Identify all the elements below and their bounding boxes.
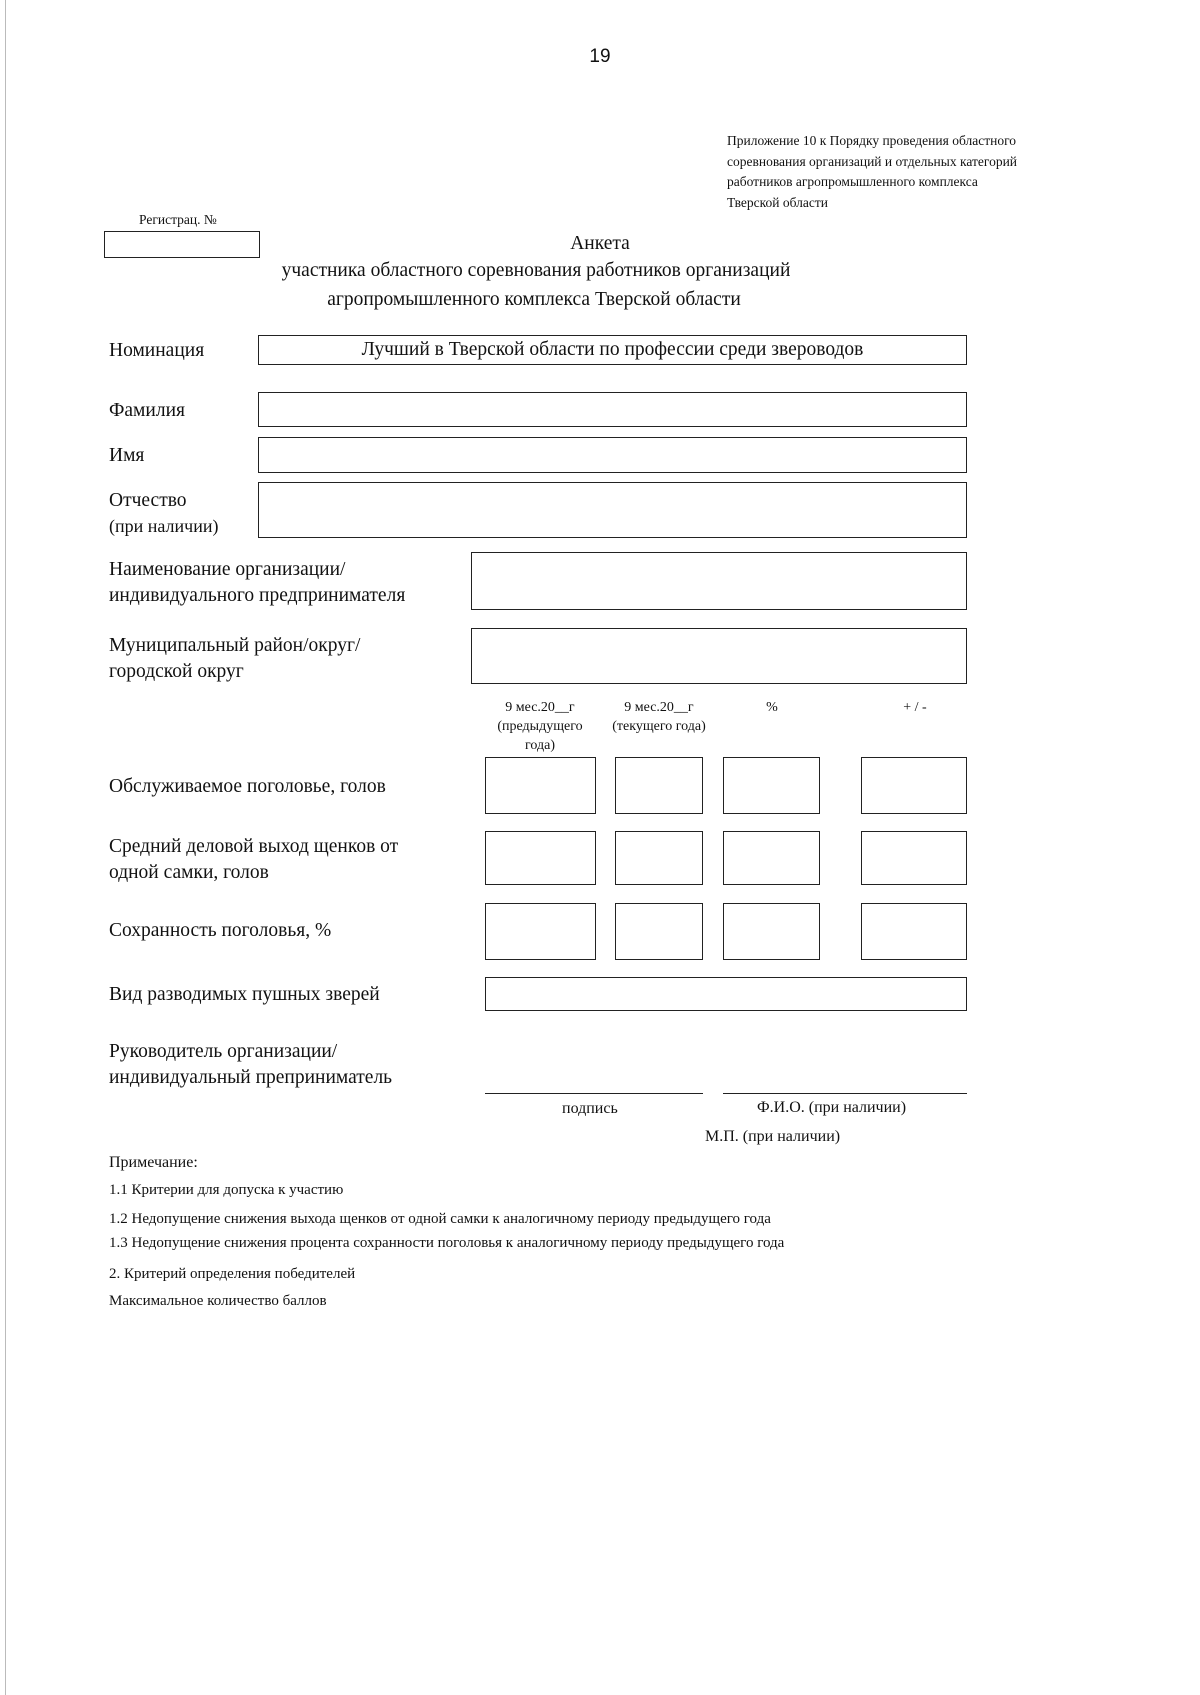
scan-edge-line (5, 0, 6, 1695)
species-field[interactable] (485, 977, 967, 1011)
head-label-line1: Руководитель организации/ (109, 1041, 338, 1062)
fio-line[interactable] (723, 1093, 967, 1094)
column-header-line: 9 мес.20__г (624, 700, 694, 715)
surname-field[interactable] (258, 392, 967, 427)
puppies-previous-year-field[interactable] (485, 831, 596, 885)
puppies-delta-field[interactable] (861, 831, 967, 885)
name-field[interactable] (258, 437, 967, 473)
livestock-previous-year-field[interactable] (485, 757, 596, 814)
puppies-current-year-field[interactable] (615, 831, 703, 885)
head-label-line2: индивидуальный преприниматель (109, 1067, 393, 1088)
column-header-line: года) (525, 738, 555, 753)
organization-field[interactable] (471, 552, 967, 610)
district-field[interactable] (471, 628, 967, 684)
column-header-current-year (603, 698, 715, 736)
appendix-line: соревнования организаций и отдельных категорий (727, 153, 1018, 169)
form-subtitle-line2: агропромышленного комплекса Тверской области (327, 289, 741, 310)
patronymic-label: Отчество (109, 490, 187, 511)
preservation-previous-year-field[interactable] (485, 903, 596, 960)
preservation-current-year-field[interactable] (615, 903, 703, 960)
registration-label: Регистрац. № (139, 212, 217, 227)
nomination-value: Лучший в Тверской области по профессии среди звероводов (361, 339, 864, 360)
row-label-puppies-line1: Средний деловой выход щенков от (109, 836, 399, 857)
note-item: Максимальное количество баллов (109, 1293, 327, 1309)
row-label-preservation: Сохранность поголовья, % (109, 920, 332, 941)
fio-caption: Ф.И.О. (при наличии) (757, 1099, 907, 1116)
species-label: Вид разводимых пушных зверей (109, 984, 380, 1005)
note-item: 1.3 Недопущение снижения процента сохранности поголовья к аналогичному периоду предыдущего года (109, 1235, 785, 1251)
form-subtitle-line1: участника областного соревнования работников организаций (281, 260, 791, 281)
column-header-percent (742, 698, 802, 717)
district-label-line2: городской округ (109, 661, 244, 682)
column-header-line: + / - (903, 700, 927, 715)
column-header-line: (текущего года) (612, 719, 706, 734)
column-header-previous-year (480, 698, 600, 755)
nomination-label: Номинация (109, 340, 205, 361)
surname-label: Фамилия (109, 400, 185, 421)
appendix-line: Приложение 10 к Порядку проведения областного (727, 133, 1017, 148)
preservation-delta-field[interactable] (861, 903, 967, 960)
preservation-percent-field[interactable] (723, 903, 820, 960)
district-label-line1: Муниципальный район/округ/ (109, 635, 361, 656)
column-header-delta (880, 698, 950, 717)
column-header-line: (предыдущего (497, 719, 583, 734)
note-item: 1.1 Критерии для допуска к участию (109, 1182, 344, 1198)
signature-caption: подпись (562, 1100, 618, 1117)
livestock-current-year-field[interactable] (615, 757, 703, 814)
patronymic-sublabel: (при наличии) (109, 516, 219, 536)
appendix-line: Тверской области (727, 194, 828, 210)
appendix-line: работников агропромышленного комплекса (727, 174, 978, 189)
stamp-caption: М.П. (при наличии) (705, 1128, 841, 1145)
name-label: Имя (109, 445, 145, 466)
row-label-livestock: Обслуживаемое поголовье, голов (109, 776, 386, 797)
column-header-line: 9 мес.20__г (505, 700, 575, 715)
form-title: Анкета (570, 233, 630, 254)
puppies-percent-field[interactable] (723, 831, 820, 885)
row-label-puppies-line2: одной самки, голов (109, 862, 269, 883)
patronymic-field[interactable] (258, 482, 967, 538)
column-header-line: % (766, 700, 778, 715)
organization-label-line2: индивидуального предпринимателя (109, 585, 406, 606)
note-item: 1.2 Недопущение снижения выхода щенков от одной самки к аналогичному периоду предыдущего года (109, 1211, 771, 1227)
nomination-field[interactable] (258, 335, 967, 365)
livestock-delta-field[interactable] (861, 757, 967, 814)
organization-label-line1: Наименование организации/ (109, 559, 346, 580)
page-number: 19 (589, 46, 611, 67)
appendix-note (727, 131, 1087, 213)
livestock-percent-field[interactable] (723, 757, 820, 814)
signature-line[interactable] (485, 1093, 703, 1094)
notes-title: Примечание: (109, 1154, 198, 1171)
note-item: 2. Критерий определения победителей (109, 1266, 356, 1282)
